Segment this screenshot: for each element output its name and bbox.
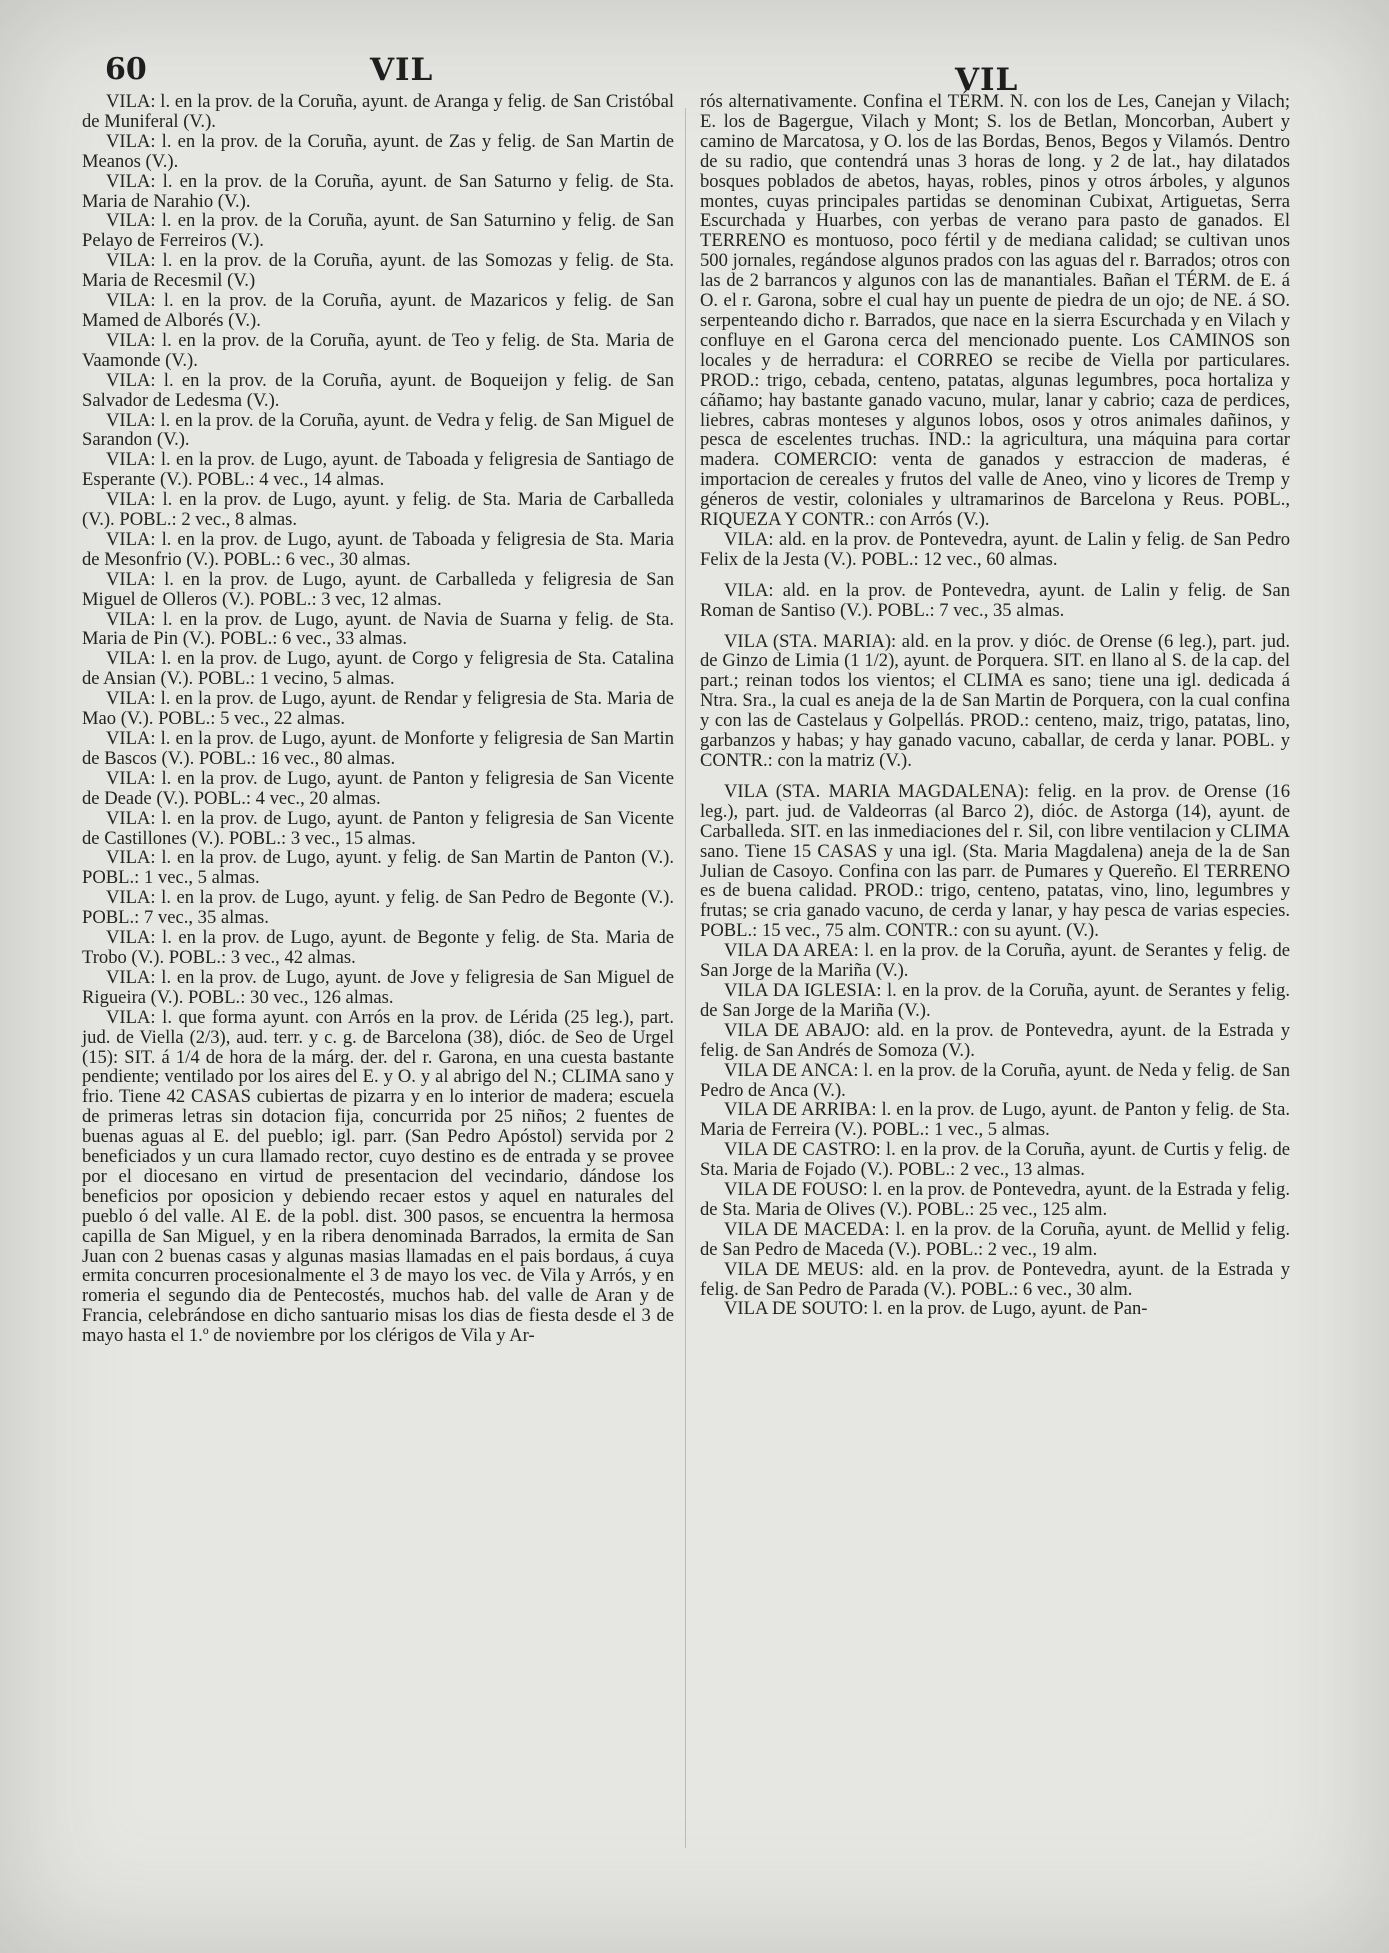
entry: VILA: l. en la prov. de Lugo, ayunt. de Navia de Suarna y felig. de Sta. Maria de Pin (V.). POBL.: 6 vec., 33 almas. bbox=[82, 608, 674, 650]
entry: VILA: l. en la prov. de Lugo, ayunt. de Monforte y feligresia de San Martin de Bascos (V.). POBL.: 16 vec., 80 almas. bbox=[82, 728, 674, 769]
entry: VILA DE FOUSO: l. en la prov. de Pontevedra, ayunt. de la Estrada y felig. de Sta. Maria de Olives (V.). POBL.: 25 vec., 125 alm. bbox=[700, 1179, 1290, 1220]
entry: VILA: l. en la prov. de Lugo, ayunt. de Begonte y felig. de Sta. Maria de Trobo (V.). POBL.: 3 vec., 42 almas. bbox=[82, 927, 674, 968]
entry: VILA DE ABAJO: ald. en la prov. de Pontevedra, ayunt. de la Estrada y felig. de San Andrés de Somoza (V.). bbox=[700, 1019, 1290, 1061]
entry: VILA: l. en la prov. de la Coruña, ayunt. de Aranga y felig. de San Cristóbal de Muniferal (V.). bbox=[82, 91, 674, 132]
entry: VILA (STA. MARIA MAGDALENA): felig. en la prov. de Orense (16 leg.), part. jud. de Valdeorras (al Barco 2), dióc. de Astorga (14), ayunt. de Carballeda. SIT. en las inmediaciones del r. Sil, con libre ventilacion y CLIMA sano. Tiene 15 CASAS y una igl. (Sta. Maria Magdalena) aneja de la de San Julian de Casoyo. Confina con las parr. de Pumares y Quereño. El TERRENO es de buena calidad. PROD.: trigo, centeno, patatas, vino, lino, legumbres y frutas; se cria ganado vacuno, de cerda y lanar, y hay pesca de varias especies. POBL.: 15 vec., 75 alm. CONTR.: con su ayunt. (V.). bbox=[700, 780, 1290, 942]
running-head-right: VIL bbox=[955, 62, 1019, 98]
entry: VILA: l. en la prov. de Lugo, ayunt. de Panton y feligresia de San Vicente de Deade (V.). POBL.: 4 vec., 20 almas. bbox=[82, 767, 674, 809]
entry: VILA: l. en la prov. de la Coruña, ayunt. de San Saturnino y felig. de San Pelayo de Ferreiros (V.). bbox=[82, 210, 674, 252]
right-column bbox=[700, 92, 1290, 1319]
entry: VILA: l. en la prov. de Lugo, ayunt. de Panton y feligresia de San Vicente de Castillones (V.). POBL.: 3 vec., 15 almas. bbox=[82, 807, 674, 849]
entry: VILA: l. en la prov. de Lugo, ayunt. de Taboada y feligresia de Sta. Maria de Mesonfrio (V.). POBL.: 6 vec., 30 almas. bbox=[82, 528, 674, 570]
entry: VILA: l. en la prov. de Lugo, ayunt. y felig. de Sta. Maria de Carballeda (V.). POBL.: 2 vec., 8 almas. bbox=[82, 489, 674, 531]
entry: VILA DE MACEDA: l. en la prov. de la Coruña, ayunt. de Mellid y felig. de San Pedro de Maceda (V.). POBL.: 2 vec., 19 alm. bbox=[700, 1218, 1290, 1260]
entry: VILA DE CASTRO: l. en la prov. de la Coruña, ayunt. de Curtis y felig. de Sta. Maria de Fojado (V.). POBL.: 2 vec., 13 almas. bbox=[700, 1139, 1290, 1181]
entry: VILA: l. que forma ayunt. con Arrós en la prov. de Lérida (25 leg.), part. jud. de Viella (2/3), aud. terr. y c. g. de Barcelona (38), dióc. de Seo de Urgel (15): SIT. á 1/4 de hora de la márg. der. del r. Garona, en una cuesta bastante pendiente; ventilado por los aires del E. y O. y al abrigo del N.; CLIMA sano y frio. Tiene 42 CASAS cubiertas de pizarra y en lo interior de madera; escuela de primeras letras sin dotacion fija, concurrida por 25 niños; 2 fuentes de buenas aguas al E. del pueblo; igl. parr. (San Pedro Apóstol) servida por 2 beneficiados y un cura llamado rector, cuyo destino es de entrada y se provee por el diocesano en virtud de presentacion del vecindario, dándose los beneficios por oposicion y debiendo recaer estos y aquel en naturales del pueblo ó del valle. Al E. de la pobl. dist. 300 pasos, se encuentra la hermosa capilla de San Miguel, y en la ribera denominada Barrados, la ermita de San Juan con 2 buenas casas y algunas masias llamadas en el pais bordaus, á cuya ermita concurren procesionalmente el 3 de mayo los vec. de Vila y Arrós, y en romeria el segundo dia de Pentecostés, muchos hab. del valle de Aran y de Francia, celebrándose en dicho santuario misas los dias de fiesta desde el 3 de mayo hasta el 1.º de noviembre por los clérigos de Vila y Ar- bbox=[82, 1006, 674, 1347]
entry-continued: rós alternativamente. Confina el TÉRM. N. con los de Les, Canejan y Vilach; E. los de Bagergue, Vilach y Mont; S. los de Betlan, Moncorban, Aubert y camino de Marcatosa, y O. los de las Bordas, Benos, Begos y Vilamós. Dentro de su radio, que contendrá unas 3 horas de long. y 2 de lat., hay dilatados bosques poblados de abetos, hayas, robles, pinos y otros árboles, y algunos montes, cuyas principales partidas se denominan Cubixat, Artiguetas, Serra Escurchada y Huarbes, con yerbas de verano para pasto de ganados. El TERRENO es montuoso, poco fértil y de mediana calidad; se cultivan unos 500 jornales, regándose algunos prados con las aguas del r. Barrados; otros con las de 2 barrancos y algunos con las de manantiales. Bañan el TÉRM. de E. á O. el r. Garona, sobre el cual hay un puente de piedra de un ojo; de NE. á SO. serpenteando dicho r. Barrados, que nace en la sierra Escurchada y en Vilach y confluye en el Garona cerca del mencionado puente. Los CAMINOS son locales y de herradura: el CORREO se recibe de Viella por particulares. PROD.: trigo, cebada, centeno, patatas, algunas legumbres, poca hortaliza y cáñamo; hay bastante ganado vacuno, mular, lanar y cabrio; caza de perdices, liebres, cabras monteses y algunos lobos, osos y otros animales dañinos, y pesca de escelentes truchas. IND.: la agricultura, una máquina para cortar madera. COMERCIO: venta de ganados y estraccion de maderas, é importacion de cereales y frutos del valle de Aneo, vino y licores de Tremp y géneros de vestir, coloniales y ultramarinos de Barcelona y Reus. POBL., RIQUEZA Y CONTR.: con Arrós (V.). bbox=[700, 91, 1290, 531]
page-number: 60 bbox=[105, 52, 147, 87]
entry: VILA DE ANCA: l. en la prov. de la Coruña, ayunt. de Neda y felig. de San Pedro de Anca (V.). bbox=[700, 1059, 1290, 1101]
running-head-left: VIL bbox=[370, 52, 434, 88]
entry: VILA: l. en la prov. de la Coruña, ayunt. de Boqueijon y felig. de San Salvador de Ledesma (V.). bbox=[82, 369, 674, 411]
entry: VILA: ald. en la prov. de Pontevedra, ayunt. de Lalin y felig. de San Roman de Santiso (V.). POBL.: 7 vec., 35 almas. bbox=[700, 579, 1290, 621]
entry: VILA: l. en la prov. de la Coruña, ayunt. de Zas y felig. de San Martin de Meanos (V.). bbox=[82, 130, 674, 172]
entry: VILA: l. en la prov. de Lugo, ayunt. de Taboada y feligresia de Santiago de Esperante (V.). POBL.: 4 vec., 14 almas. bbox=[82, 449, 674, 491]
entry: VILA DA IGLESIA: l. en la prov. de la Coruña, ayunt. de Serantes y felig. de San Jorge de la Mariña (V.). bbox=[700, 979, 1290, 1021]
entry: VILA: l. en la prov. de Lugo, ayunt. de Jove y feligresia de San Miguel de Rigueira (V.). POBL.: 30 vec., 126 almas. bbox=[82, 966, 674, 1008]
entry: VILA DE ARRIBA: l. en la prov. de Lugo, ayunt. de Panton y felig. de Sta. Maria de Ferreira (V.). POBL.: 1 vec., 5 almas. bbox=[700, 1099, 1290, 1141]
entry: VILA (STA. MARIA): ald. en la prov. y dióc. de Orense (6 leg.), part. jud. de Ginzo de Limia (1 1/2), ayunt. de Porquera. SIT. en llano al S. de la cap. del part.; reinan todos los vientos; el CLIMA es sano; tiene una igl. dedicada á Ntra. Sra., la cual es aneja de la de San Martin de Porquera, con la cual confina y con las de Castelaus y Golpellás. PROD.: centeno, maiz, trigo, patatas, lino, garbanzos y habas; y hay ganado vacuno, caballar, de cerda y lanar. POBL. y CONTR.: con la matriz (V.). bbox=[700, 630, 1290, 771]
entry: VILA: l. en la prov. de la Coruña, ayunt. de Mazaricos y felig. de San Mamed de Alborés (V.). bbox=[82, 290, 674, 331]
entry: VILA: l. en la prov. de Lugo, ayunt. y felig. de San Pedro de Begonte (V.). POBL.: 7 vec., 35 almas. bbox=[82, 887, 674, 929]
entry: VILA: l. en la prov. de Lugo, ayunt. de Carballeda y feligresia de San Miguel de Olleros (V.). POBL.: 3 vec, 12 almas. bbox=[82, 568, 674, 610]
entry: VILA: l. en la prov. de la Coruña, ayunt. de las Somozas y felig. de Sta. Maria de Recesmil (V.) bbox=[82, 250, 674, 292]
entry: VILA DE SOUTO: l. en la prov. de Lugo, ayunt. de Pan- bbox=[724, 1298, 1148, 1320]
entry: VILA: l. en la prov. de Lugo, ayunt. de Corgo y feligresia de Sta. Catalina de Ansian (V.). POBL.: 1 vecino, 5 almas. bbox=[82, 648, 674, 690]
entry: VILA DE MEUS: ald. en la prov. de Pontevedra, ayunt. de la Estrada y felig. de San Pedro de Parada (V.). POBL.: 6 vec., 30 alm. bbox=[700, 1258, 1290, 1300]
column-divider bbox=[685, 108, 686, 1848]
entry: VILA: l. en la prov. de la Coruña, ayunt. de Vedra y felig. de San Miguel de Sarandon (V.). bbox=[82, 409, 674, 451]
entry: VILA: l. en la prov. de la Coruña, ayunt. de Teo y felig. de Sta. Maria de Vaamonde (V.). bbox=[82, 329, 674, 371]
entry: VILA DA AREA: l. en la prov. de la Coruña, ayunt. de Serantes y felig. de San Jorge de la Mariña (V.). bbox=[700, 940, 1290, 982]
left-column bbox=[82, 92, 674, 1346]
entry: VILA: l. en la prov. de Lugo, ayunt. y felig. de San Martin de Panton (V.). POBL.: 1 vec., 5 almas. bbox=[82, 847, 674, 889]
entry: VILA: l. en la prov. de Lugo, ayunt. de Rendar y feligresia de Sta. Maria de Mao (V.). POBL.: 5 vec., 22 almas. bbox=[82, 688, 674, 730]
entry: VILA: ald. en la prov. de Pontevedra, ayunt. de Lalin y felig. de San Pedro Felix de la Jesta (V.). POBL.: 12 vec., 60 almas. bbox=[700, 528, 1290, 570]
entry: VILA: l. en la prov. de la Coruña, ayunt. de San Saturno y felig. de Sta. Maria de Narahio (V.). bbox=[82, 170, 674, 212]
